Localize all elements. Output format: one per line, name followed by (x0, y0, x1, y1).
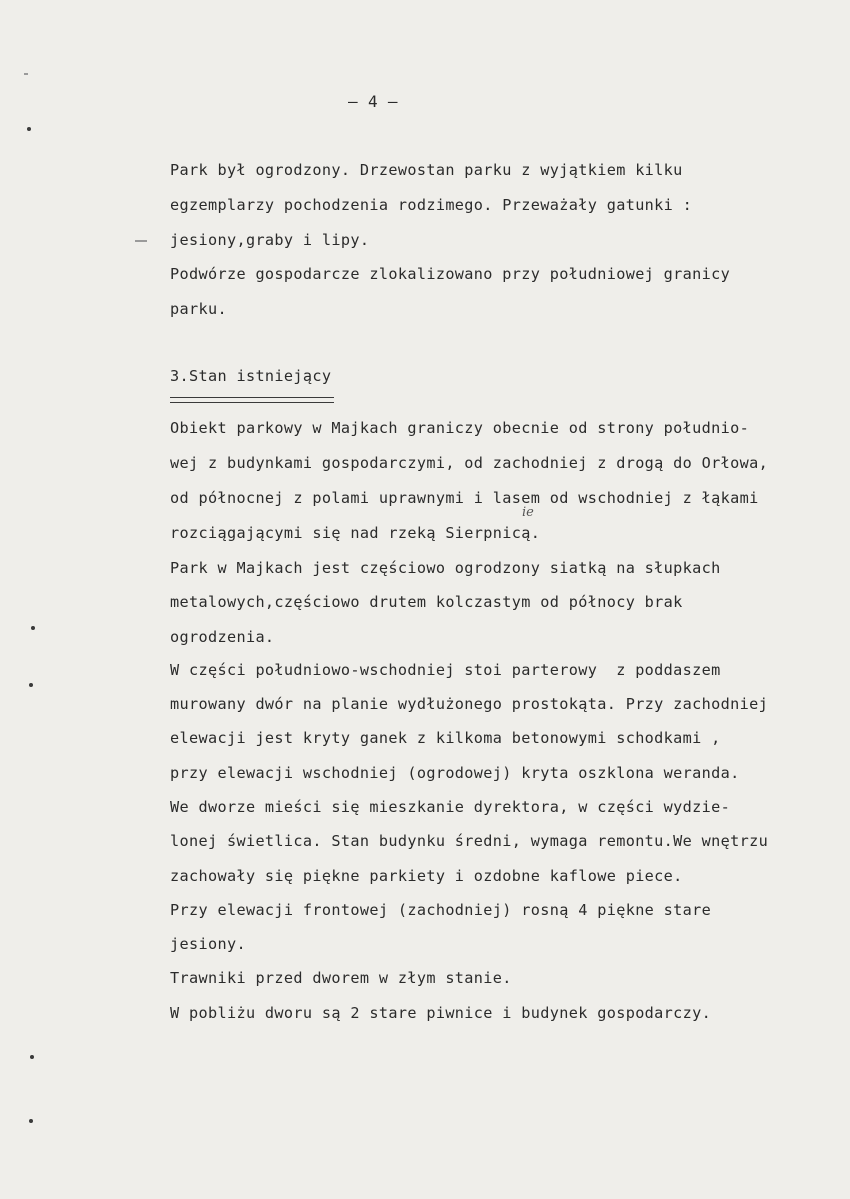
text-line: Park był ogrodzony. Drzewostan parku z wyjątkiem kilku (170, 161, 683, 179)
handwritten-correction: ie (522, 505, 534, 520)
page-number: – 4 – (348, 92, 398, 111)
heading-underline (170, 397, 334, 403)
text-line: elewacji jest kryty ganek z kilkoma betonowymi schodkami , (170, 729, 721, 747)
text-line: W części południowo-wschodniej stoi parterowy z poddaszem (170, 661, 721, 679)
text-line: przy elewacji wschodniej (ogrodowej) kryta oszklona weranda. (170, 764, 740, 782)
margin-mark (135, 240, 147, 242)
text-line: ogrodzenia. (170, 628, 275, 646)
text-line: murowany dwór na planie wydłużonego prostokąta. Przy zachodniej (170, 695, 769, 713)
text-line: rozciągającymi się nad rzeką Sierpnicą. (170, 524, 541, 542)
text-line: We dworze mieści się mieszkanie dyrektora, w części wydzie- (170, 798, 731, 816)
text-line: Park w Majkach jest częściowo ogrodzony siatką na słupkach (170, 559, 721, 577)
margin-mark (24, 73, 28, 75)
margin-dot (31, 626, 35, 630)
text-line: lonej świetlica. Stan budynku średni, wymaga remontu.We wnętrzu (170, 832, 769, 850)
margin-dot (29, 1119, 33, 1123)
text-line: jesiony. (170, 935, 246, 953)
margin-dot (27, 127, 31, 131)
text-line: od północnej z polami uprawnymi i lasem od wschodniej z łąkami (170, 489, 759, 507)
section-heading: 3.Stan istniejący (170, 367, 332, 385)
text-line: Trawniki przed dworem w złym stanie. (170, 969, 512, 987)
text-line: Podwórze gospodarcze zlokalizowano przy południowej granicy (170, 265, 731, 283)
text-line: parku. (170, 300, 227, 318)
margin-dot (29, 683, 33, 687)
text-line: jesiony,graby i lipy. (170, 231, 370, 249)
text-line: wej z budynkami gospodarczymi, od zachodniej z drogą do Orłowa, (170, 454, 769, 472)
text-line: metalowych,częściowo drutem kolczastym od północy brak (170, 593, 683, 611)
margin-dot (30, 1055, 34, 1059)
text-line: W pobliżu dworu są 2 stare piwnice i budynek gospodarczy. (170, 1004, 712, 1022)
text-line: Obiekt parkowy w Majkach graniczy obecnie od strony południo- (170, 419, 750, 437)
text-line: zachowały się piękne parkiety i ozdobne kaflowe piece. (170, 867, 683, 885)
text-line: egzemplarzy pochodzenia rodzimego. Przeważały gatunki : (170, 196, 693, 214)
text-line: Przy elewacji frontowej (zachodniej) rosną 4 piękne stare (170, 901, 712, 919)
